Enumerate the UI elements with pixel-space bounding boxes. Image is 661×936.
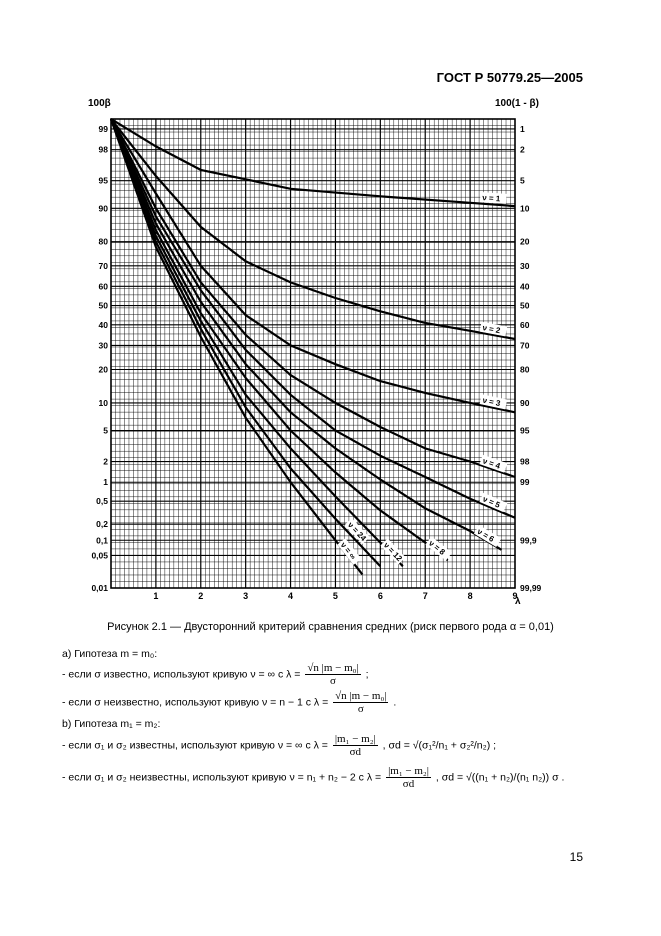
curve-label-text-1: ν = 2 [481, 323, 502, 336]
hypothesis-a-line1: - если σ известно, используют кривую ν = ∞ с λ = $\frac{\text{√n |m − m₀|}}{\sigma}$ ; [62, 662, 369, 687]
curve-labels [337, 192, 507, 565]
curve-label-text-9: ν = ∞ [338, 540, 358, 562]
left-tick-labels [91, 124, 108, 593]
right-tick-labels [520, 124, 542, 593]
right-tick-label: 98 [520, 456, 530, 467]
right-tick-label: 2 [520, 144, 525, 155]
right-tick-label: 99,99 [520, 583, 542, 593]
x-tick-label: 5 [332, 591, 338, 601]
right-tick-label: 95 [520, 425, 530, 436]
chart-grid [111, 119, 515, 588]
left-tick-label: 90 [98, 203, 108, 214]
left-tick-label: 5 [103, 425, 108, 436]
x-tick-labels [153, 591, 517, 601]
left-tick-label: 20 [98, 364, 108, 375]
left-tick-label: 2 [103, 456, 108, 467]
x-tick-label: 1 [153, 591, 159, 601]
left-tick-label: 40 [98, 319, 108, 330]
left-tick-label: 0,05 [91, 550, 108, 561]
left-tick-label: 95 [98, 175, 108, 186]
hypothesis-b-heading: b) Гипотеза m₁ = m₂: [62, 718, 161, 730]
hypothesis-b-line2: - если σ₁ и σ₂ неизвестны, используют кривую ν = n₁ + n₂ − 2 с λ = $\frac{\text{|m₁ − m₂|}}{\sigma d}$ , σd = √((n₁ + n₂)/(n₁ n₂)) σ . [62, 765, 565, 790]
left-tick-label: 99 [98, 123, 108, 134]
right-tick-label: 10 [520, 203, 530, 214]
document-header: ГОСТ Р 50779.25—2005 [436, 70, 583, 85]
left-tick-label: 50 [98, 300, 108, 311]
left-tick-label: 0,5 [96, 496, 108, 507]
curve-label-text-8: ν = 24 [345, 520, 368, 543]
hypothesis-a-heading: а) Гипотеза m = m₀: [62, 648, 158, 660]
left-tick-label: 0,01 [91, 583, 108, 593]
curve-nu-6 [111, 119, 448, 560]
left-tick-label: 60 [98, 281, 108, 292]
x-tick-label: 8 [467, 591, 473, 601]
right-tick-label: 99 [520, 477, 530, 488]
x-tick-label: 2 [198, 591, 204, 601]
right-tick-label: 40 [520, 281, 530, 292]
x-tick-label: 9 [512, 591, 518, 601]
right-tick-label: 30 [520, 260, 530, 271]
left-axis-label: 100β [88, 98, 111, 109]
left-tick-label: 30 [98, 340, 108, 351]
right-tick-label: 90 [520, 397, 530, 408]
curve-label-text-0: ν = 1 [481, 193, 501, 204]
x-tick-label: 7 [422, 591, 428, 601]
right-tick-label: 80 [520, 364, 530, 375]
curve-label-0 [480, 192, 507, 204]
curve-label-text-6: ν = 8 [426, 538, 447, 557]
x-tick-label: 6 [377, 591, 383, 601]
right-tick-label: 99,9 [520, 535, 537, 546]
right-tick-label: 50 [520, 300, 530, 311]
curve-nu-7 [111, 119, 403, 566]
curve-label-text-7: ν = 12 [381, 540, 404, 564]
left-tick-label: 0,1 [96, 535, 108, 546]
left-tick-label: 10 [98, 397, 108, 408]
left-tick-label: 80 [98, 236, 108, 247]
curve-label-text-4: ν = 5 [481, 494, 502, 510]
x-tick-label: 3 [243, 591, 249, 601]
right-tick-label: 1 [520, 123, 525, 134]
left-tick-label: 98 [98, 144, 108, 155]
curve-label-text-3: ν = 4 [481, 456, 502, 471]
curve-label-text-2: ν = 3 [481, 395, 502, 409]
curve-label-text-5: ν = 6 [475, 526, 496, 544]
right-tick-label: 60 [520, 319, 530, 330]
left-tick-label: 0,2 [96, 519, 108, 530]
right-tick-label: 70 [520, 340, 530, 351]
right-tick-label: 20 [520, 236, 530, 247]
x-axis-label: λ [515, 596, 521, 607]
right-tick-label: 5 [520, 175, 525, 186]
page-number: 15 [569, 850, 583, 864]
left-tick-label: 70 [98, 260, 108, 271]
figure-caption: Рисунок 2.1 — Двусторонний критерий сравнения средних (риск первого рода α = 0,01) [107, 621, 554, 633]
hypothesis-b-line1: - если σ₁ и σ₂ известны, используют кривую ν = ∞ с λ = $\frac{\text{|m₁ − m₂|}}{\sigma d}$ , σd = √(σ₁²/n₁ + σ₂²/n₂) ; [62, 733, 497, 758]
right-axis-label: 100(1 - β) [495, 98, 539, 109]
left-tick-label: 1 [103, 477, 108, 488]
hypothesis-a-line2: - если σ неизвестно, используют кривую ν = n − 1 с λ = $\frac{\text{√n |m − m₀|}}{\sigma}$ . [62, 690, 397, 715]
x-tick-label: 4 [288, 591, 294, 601]
